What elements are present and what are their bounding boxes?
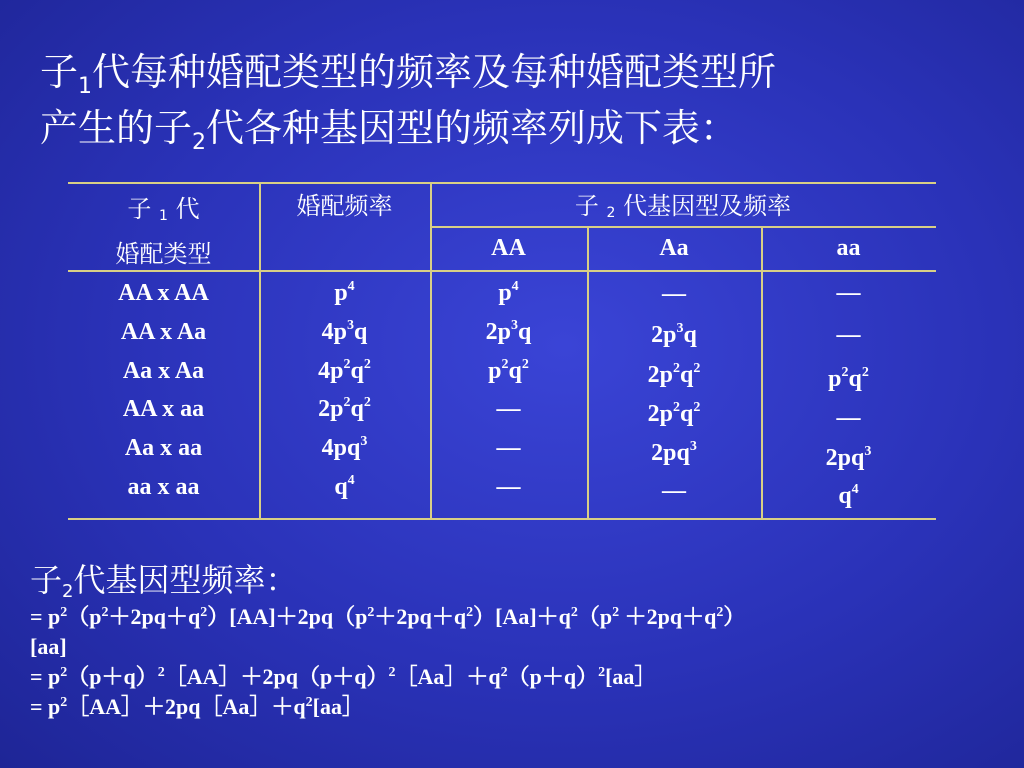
slide-title xyxy=(40,44,1000,156)
freq-cell: $2p^2q^2$ xyxy=(318,395,371,423)
freq-cell: $p^4$ xyxy=(498,279,519,306)
dash-cell: — xyxy=(496,435,521,462)
freq-cell: $p^2q^2$ xyxy=(828,364,869,392)
offspring-frequency-formula xyxy=(30,558,1010,722)
freq-cell: $4p^3q$ xyxy=(321,317,368,345)
header-offspring-genotypes: 子 2 代基因型及频率 xyxy=(574,192,792,221)
formula-line-2: = $p^2(p+q)^2[AA]+2pq(p+q)^2[Aa]+q^2(p+q)^2[aa]$ xyxy=(30,664,657,689)
formula-line-1: = $p^2(p^2+2pq+q^2)[AA]+2pq(p^2+2pq+q^2)[Aa]+q^2(p^2 +2pq+q^2)$ xyxy=(30,604,746,629)
formula-title: 子$_2$代基因型频率： xyxy=(30,561,298,602)
freq-cell: $2pq^3$ xyxy=(825,443,872,471)
dash-cell: — xyxy=(836,280,861,306)
mating-frequency-column xyxy=(259,274,430,507)
header-mating-frequency: 婚配频率 xyxy=(296,192,393,220)
header-AA: AA xyxy=(491,235,526,261)
mating-type: AA x Aa xyxy=(120,318,207,345)
freq-cell: $p^4$ xyxy=(334,279,355,306)
AA-frequency-column xyxy=(430,274,587,507)
Aa-frequency-column xyxy=(587,274,761,511)
freq-cell: $q^4$ xyxy=(334,472,355,500)
mating-type: Aa x aa xyxy=(124,435,203,462)
aa-frequency-column xyxy=(761,274,936,511)
freq-cell: $q^4$ xyxy=(838,481,859,509)
mating-type-column xyxy=(68,274,259,507)
mating-type: AA x aa xyxy=(122,396,205,423)
mating-type: aa x aa xyxy=(127,473,200,500)
freq-cell: $p^2q^2$ xyxy=(488,356,529,384)
header-aa: aa xyxy=(836,235,861,261)
dash-cell: — xyxy=(662,281,686,307)
dash-cell: — xyxy=(496,473,521,500)
formula-line-1-cont: [aa] xyxy=(30,634,67,659)
freq-cell: $2p^3q$ xyxy=(651,321,697,348)
freq-cell: $2p^2q^2$ xyxy=(647,399,701,427)
freq-cell: $2p^2q^2$ xyxy=(647,361,701,388)
dash-cell: — xyxy=(662,478,686,505)
mating-type: AA x AA xyxy=(118,280,209,306)
header-mating-type: 子 1 代 婚配类型 xyxy=(115,195,212,268)
dash-cell: — xyxy=(836,404,861,431)
header-Aa: Aa xyxy=(659,235,689,261)
title-line-2: 产生的子$_2$代各种基因型的频率列成下表： xyxy=(40,106,739,155)
table-bottom-rule xyxy=(68,518,936,520)
freq-cell: $4p^2q^2$ xyxy=(318,356,371,384)
dash-cell: — xyxy=(836,321,861,348)
title-line-1: 子$_1$代每种婚配类型的频率及每种婚配类型所 xyxy=(40,50,777,99)
freq-cell: $2pq^3$ xyxy=(651,438,697,466)
dash-cell: — xyxy=(496,396,521,423)
formula-line-3: = $p^2[AA]+2pq[Aa]+q^2[aa]$ xyxy=(30,694,364,719)
freq-cell: $2p^3q$ xyxy=(485,317,532,345)
mating-type: Aa x Aa xyxy=(122,357,205,384)
genotype-frequency-table xyxy=(68,182,936,520)
freq-cell: $4pq^3$ xyxy=(321,434,368,462)
table-top-rule xyxy=(68,182,936,184)
